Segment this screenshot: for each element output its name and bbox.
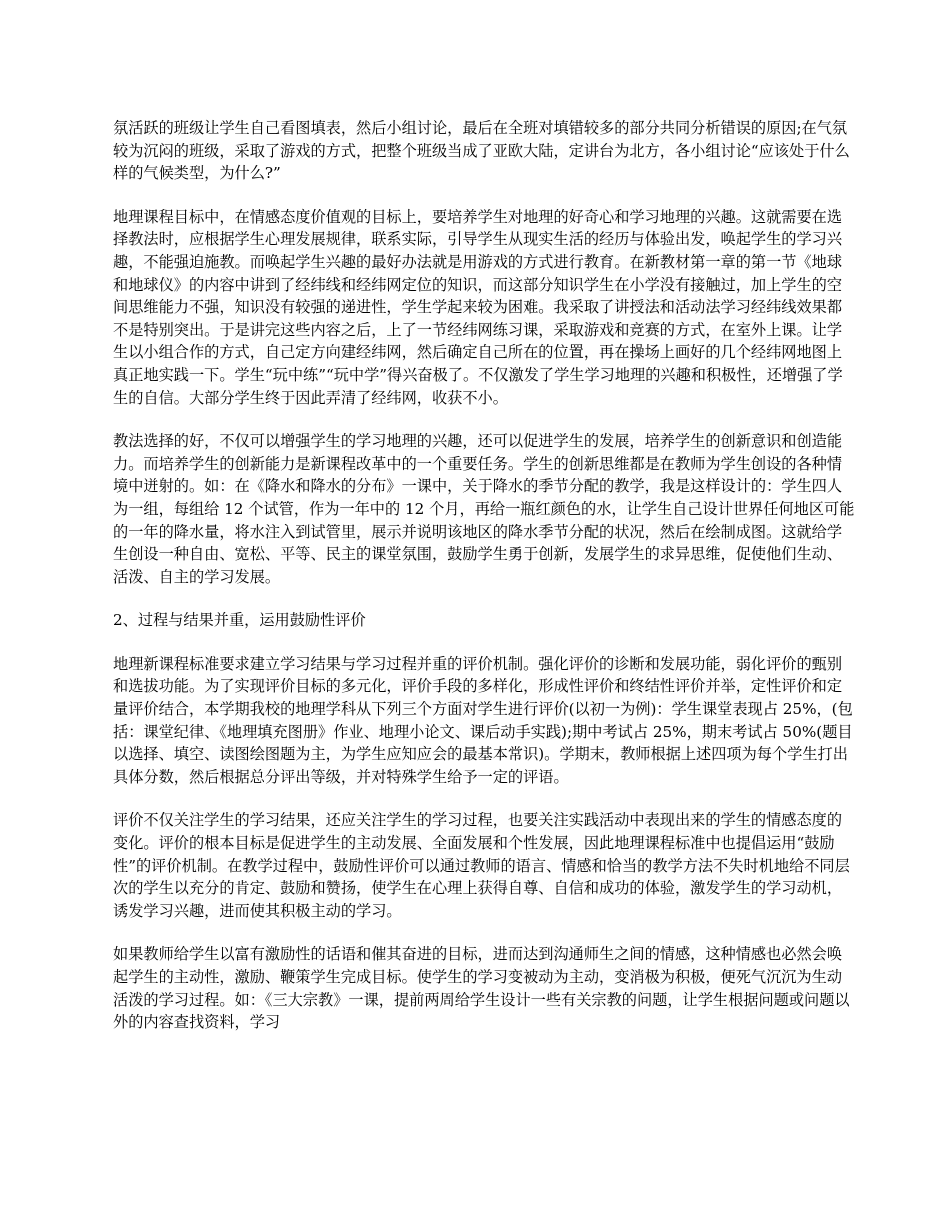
document-body bbox=[113, 117, 855, 1055]
paragraph-innovation: 教法选择的好，不仅可以增强学生的学习地理的兴趣，还可以促进学生的发展，培养学生的创新意识和创造能力。而培养学生的创新能力是新课程改革中的一个重要任务。学生的创新思维都是在教师为学生创设的各种情境中迸射的。如：在《降水和降水的分布》一课中，关于降水的季节分配的教学，我是这样设计的：学生四人为一组，每组给 12 个试管，作为一年中的 12 个月，再给一瓶红颜色的水，让学生自己设计世界任何地区可能的一年的降水量，将水注入到试管里，展示并说明该地区的降水季节分配的状况，然后在绘制成图。这就给学生创设一种自由、宽松、平等、民主的课堂氛围，鼓励学生勇于创新，发展学生的求异思维，促使他们生动、活泼、自主的学习发展。 bbox=[113, 432, 855, 586]
paragraph-game-teaching: 地理课程目标中，在情感态度价值观的目标上，要培养学生对地理的好奇心和学习地理的兴趣。这就需要在选择教法时，应根据学生心理发展规律，联系实际，引导学生从现实生活的经历与体验出发，唤起学生的学习兴趣，不能强迫施教。而唤起学生兴趣的最好办法就是用游戏的方式进行教育。在新教材第一章的第一节《地球和地球仪》的内容中讲到了经纬线和经纬网定位的知识，而这部分知识学生在小学没有接触过，加上学生的空间思维能力不强，知识没有较强的递进性，学生学起来较为困难。我采取了讲授法和活动法学习经纬线效果都不是特别突出。于是讲完这些内容之后，上了一节经纬网练习课，采取游戏和竞赛的方式，在室外上课。让学生以小组合作的方式，自己定方向建经纬网，然后确定自己所在的位置，再在操场上画好的几个经纬网地图上真正地实践一下。学生“玩中练”“玩中学”得兴奋极了。不仅激发了学生学习地理的兴趣和积极性，还增强了学生的自信。大部分学生终于因此弄清了经纬网，收获不小。 bbox=[113, 207, 843, 407]
section-heading: 2、过程与结果并重，运用鼓励性评价 bbox=[113, 611, 366, 630]
paragraph-motivation: 如果教师给学生以富有激励性的话语和催其奋进的目标，进而达到沟通师生之间的情感，这种情感也必然会唤起学生的主动性，激励、鞭策学生完成目标。使学生的学习变被动为主动，变消极为积极，便死气沉沉为生动活泼的学习过程。如：《三大宗教》一课，提前两周给学生设计一些有关宗教的问题，让学生根据问题或问题以外的内容查找资料，学习 bbox=[113, 945, 850, 1032]
paragraph-encouraging-evaluation: 评价不仅关注学生的学习结果，还应关注学生的学习过程，也要关注实践活动中表现出来的学生的情感态度的变化。评价的根本目标是促进学生的主动发展、全面发展和个性发展，因此地理课程标准中也提倡运用“鼓励性”的评价机制。在教学过程中，鼓励性评价可以通过教师的语言、情感和恰当的教学方法不失时机地给不同层次的学生以充分的肯定、鼓励和赞扬，使学生在心理上获得自尊、自信和成功的体验，激发学生的学习动机，诱发学习兴趣，进而使其积极主动的学习。 bbox=[113, 811, 850, 920]
paragraph-evaluation-mechanism: 地理新课程标准要求建立学习结果与学习过程并重的评价机制。强化评价的诊断和发展功能，弱化评价的甄别和选拔功能。为了实现评价目标的多元化，评价手段的多样化，形成性评价和终结性评价并举，定性评价和定量评价结合，本学期我校的地理学科从下列三个方面对学生进行评价(以初一为例)：学生课堂表现占 25%，(包括：课堂纪律、《地理填充图册》作业、地理小论文、课后动手实践);期中考试占 25%，期末考试占 50%(题目以选择、填空、读图绘图题为主，为学生应知应会的最基本常识)。学期末，教师根据上述四项为每个学生打出具体分数，然后根据总分评出等级，并对特殊学生给予一定的评语。 bbox=[113, 654, 853, 786]
paragraph-intro-continued: 氛活跃的班级让学生自己看图填表，然后小组讨论，最后在全班对填错较多的部分共同分析错误的原因;在气氛较为沉闷的班级，采取了游戏的方式，把整个班级当成了亚欧大陆，定讲台为北方，各小组讨论“应该处于什么样的气候类型，为什么?” bbox=[113, 119, 850, 183]
